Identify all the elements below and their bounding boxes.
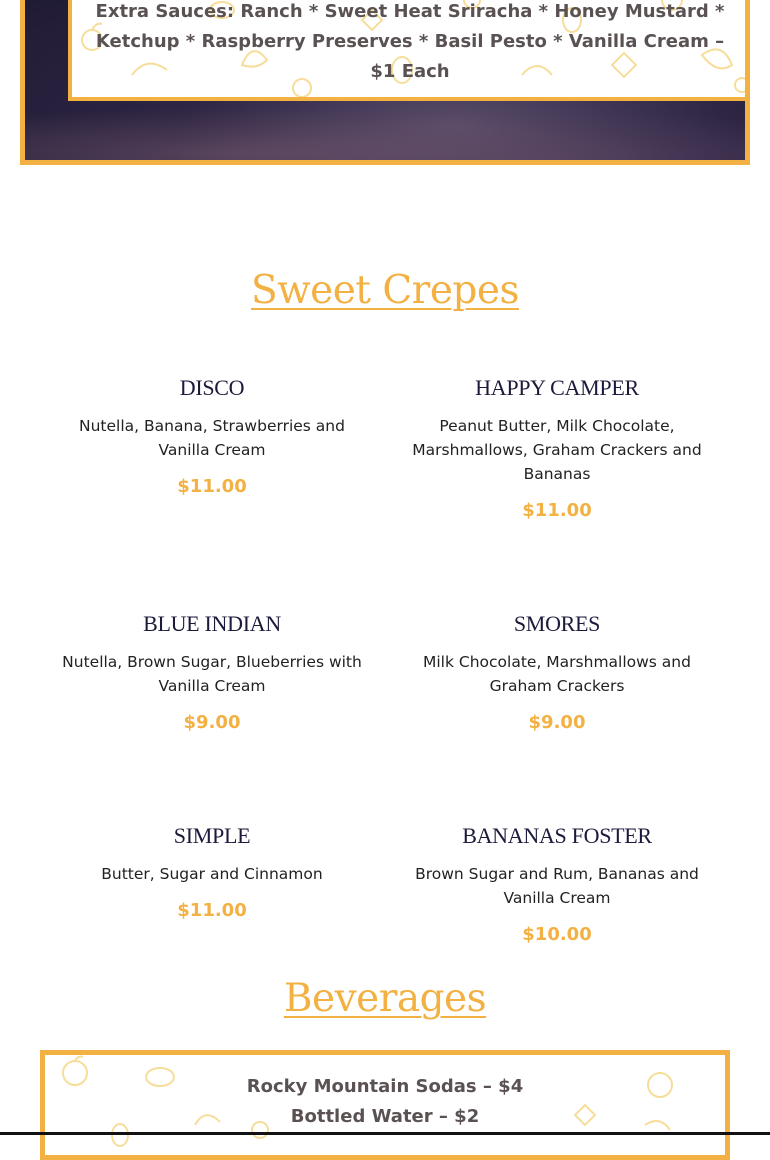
menu-item-blue-indian <box>52 611 372 735</box>
item-name: DISCO <box>179 375 245 400</box>
menu-item-bananas-foster <box>397 823 717 947</box>
section-title-sweet-crepes: Sweet Crepes <box>251 268 519 313</box>
item-price: $9.00 <box>528 712 586 733</box>
menu-item-happy-camper <box>397 375 717 523</box>
item-description: Brown Sugar and Rum, Bananas and Vanilla Cream <box>415 865 699 907</box>
beverages-box <box>40 1050 730 1160</box>
item-description: Nutella, Banana, Strawberries and Vanilla Cream <box>79 417 345 459</box>
hero-background-texture <box>25 100 745 160</box>
item-description: Peanut Butter, Milk Chocolate, Marshmallows, Graham Crackers and Bananas <box>412 417 702 483</box>
item-name: SMORES <box>513 611 601 636</box>
beverage-line: Rocky Mountain Sodas – $4 <box>246 1076 524 1097</box>
item-description: Butter, Sugar and Cinnamon <box>101 865 323 883</box>
extra-sauces-box <box>68 0 750 101</box>
item-name: SIMPLE <box>173 823 251 848</box>
item-name: BLUE INDIAN <box>143 611 281 636</box>
section-title-beverages: Beverages <box>283 976 487 1021</box>
item-price: $9.00 <box>183 712 241 733</box>
menu-item-simple <box>52 823 372 923</box>
item-price: $10.00 <box>522 924 592 945</box>
item-price: $11.00 <box>522 500 592 521</box>
beverage-line: Bottled Water – $2 <box>290 1106 480 1127</box>
item-name: HAPPY CAMPER <box>475 375 639 400</box>
item-price: $11.00 <box>177 476 247 497</box>
item-name: BANANAS FOSTER <box>462 823 652 848</box>
item-description: Nutella, Brown Sugar, Blueberries with Vanilla Cream <box>62 653 362 695</box>
item-price: $11.00 <box>177 900 247 921</box>
hero-banner <box>20 0 750 165</box>
menu-item-disco <box>52 375 372 499</box>
item-description: Milk Chocolate, Marshmallows and Graham Crackers <box>423 653 691 695</box>
menu-item-smores <box>397 611 717 735</box>
extra-sauces-text: Extra Sauces: Ranch * Sweet Heat Sriracha * Honey Mustard * Ketchup * Raspberry Preserves * Basil Pesto * Vanilla Cream – $1 Each <box>95 0 725 82</box>
